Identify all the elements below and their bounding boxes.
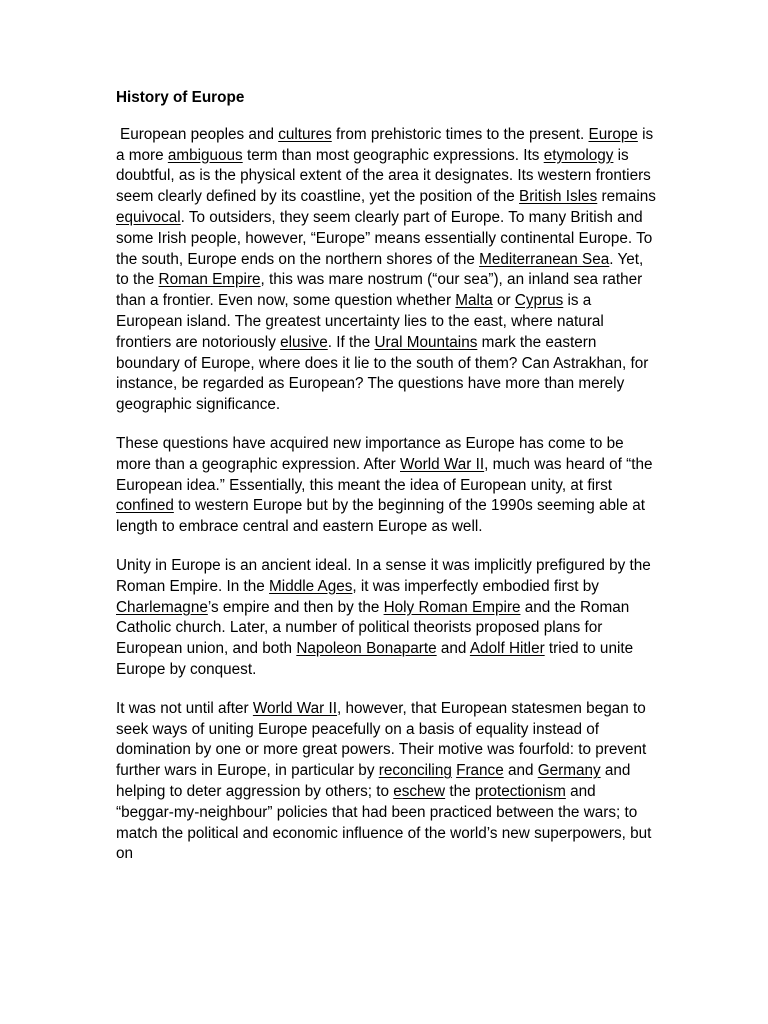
hyperlink[interactable]: Napoleon Bonaparte [296,640,437,658]
hyperlink[interactable]: British Isles [519,188,598,206]
paragraph [116,125,656,416]
text-run: term than most geographic expressions. Its [242,146,544,164]
text-run: mark the eastern boundary of Europe, where does it lie to the south of them? Can Astrakhan, for instance, be regarded as European? The questions have more than merely geographic significance. [116,333,649,414]
hyperlink[interactable]: Ural Mountains [374,333,478,351]
hyperlink[interactable]: Middle Ages [269,577,353,595]
hyperlink[interactable]: ambiguous [167,146,243,164]
hyperlink[interactable]: Cyprus [514,292,564,310]
hyperlink[interactable]: confined [116,497,174,515]
text-run: . To outsiders, they seem clearly part of Europe. To many British and some Irish people, however, “Europe” means essentially continental Europe. To the south, Europe ends on the northern shores of the [116,208,653,268]
hyperlink[interactable]: Mediterranean Sea [479,250,610,268]
text-run: to western Europe but by the beginning of the 1990s seeming able at length to embrace central and eastern Europe as well. [116,497,645,536]
text-run: and [436,640,470,658]
hyperlink[interactable]: Europe [588,125,638,143]
text-run: is doubtful, as is the physical extent of the area it designates. Its western frontiers seem clearly defined by its coastline, yet the position of the [116,146,651,206]
text-run: , this was mare nostrum (“our sea”), an inland sea rather than a frontier. Even now, some question whether [116,271,643,310]
text-run: ’s empire and then by the [207,598,384,616]
text-run: . Yet, to the [116,250,644,289]
text-run: These questions have acquired new importance as Europe has come to be more than a geographic expression. After [116,434,624,473]
text-run: tried to unite Europe by conquest. [116,640,634,678]
text-run: remains [597,188,656,206]
text-run: and helping to deter aggression by others; to [116,762,631,800]
text-run: , it was imperfectly embodied first by [352,577,599,595]
text-run: and “beggar-my-neighbour” policies that had been practiced between the wars; to match the political and economic influence of the world’s new superpowers, but on [116,782,652,863]
document-title: History of Europe [116,89,245,106]
text-run: and [503,762,538,780]
text-run: is a more [116,125,654,164]
hyperlink[interactable]: Germany [537,762,601,780]
hyperlink[interactable]: Malta [455,292,493,310]
hyperlink[interactable]: Roman Empire [158,271,261,289]
text-run: , much was heard of “the European idea.” Essentially, this meant the idea of European unity, at first [116,455,653,494]
text-run: from prehistoric times to the present. [331,125,589,143]
hyperlink[interactable]: eschew [393,782,446,800]
hyperlink[interactable]: cultures [278,125,332,143]
text-run: the [445,782,475,800]
hyperlink[interactable]: protectionism [474,782,566,800]
hyperlink[interactable]: World War II [400,455,485,473]
hyperlink[interactable]: reconciling [378,762,452,780]
text-run: European peoples and [120,125,279,143]
hyperlink[interactable]: equivocal [116,208,181,226]
paragraph [116,699,656,865]
paragraph [116,556,656,681]
text-run: and the Roman Catholic church. Later, a number of political theorists proposed plans for European union, and both [116,598,630,658]
text-run: Unity in Europe is an ancient ideal. In a sense it was implicitly prefigured by the Roman Empire. In the [116,556,651,595]
hyperlink[interactable]: Holy Roman Empire [383,598,521,616]
hyperlink[interactable]: etymology [543,146,614,164]
text-run: or [492,292,515,310]
paragraph [116,434,656,538]
text-run: It was not until after [116,699,253,717]
text-run: , however, that European statesmen began to seek ways of uniting Europe peacefully on a basis of equality instead of domination by one or more great powers. Their motive was fourfold: to prevent further wars in Europe, in particular by [116,699,647,780]
hyperlink[interactable]: Charlemagne [116,598,208,616]
text-run: . If the [327,333,375,351]
document-body [116,88,656,883]
hyperlink[interactable]: Adolf Hitler [469,640,545,658]
hyperlink[interactable]: France [456,762,504,780]
hyperlink[interactable]: World War II [252,699,338,717]
text-run: is a European island. The greatest uncertainty lies to the east, where natural frontiers are notoriously [116,292,604,351]
hyperlink[interactable]: elusive [280,333,328,351]
